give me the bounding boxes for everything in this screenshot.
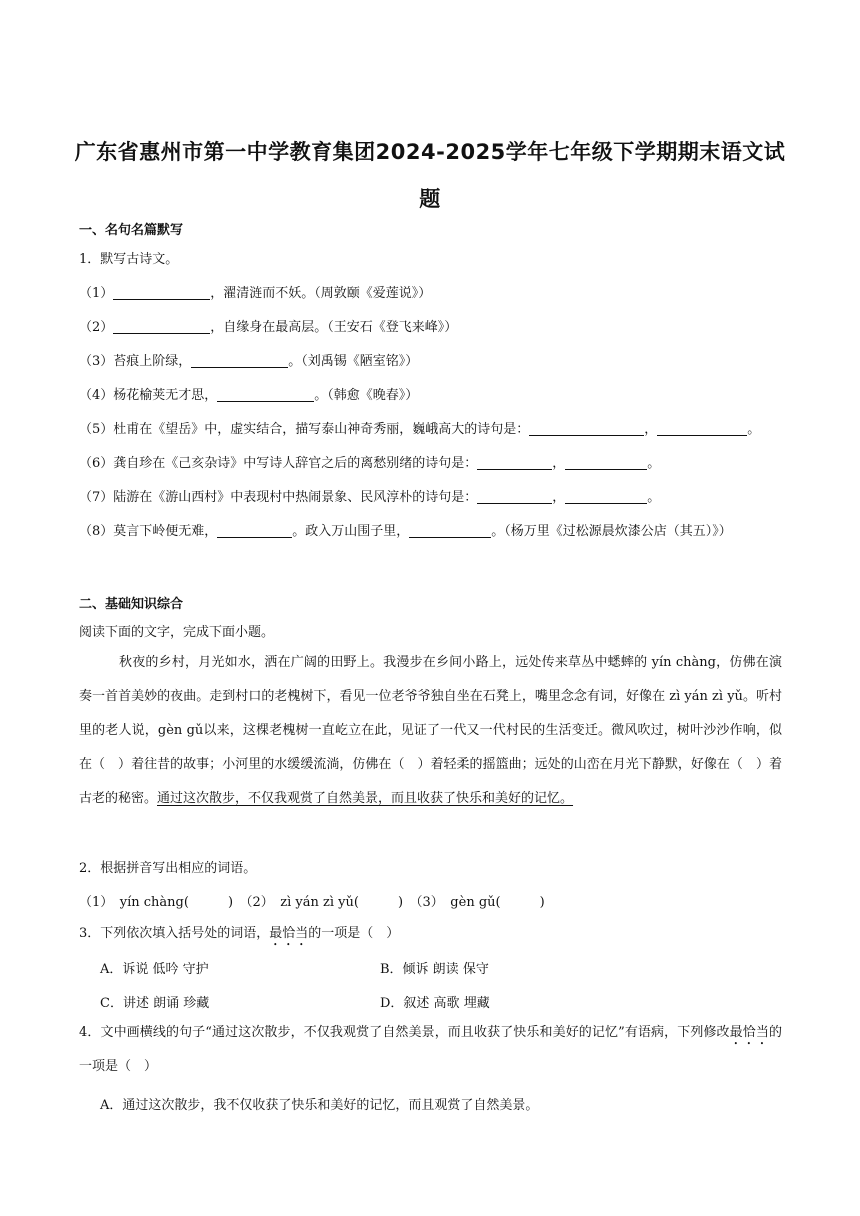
section-heading-2: 二、基础知识综合	[79, 597, 184, 612]
answer-blank[interactable]	[657, 421, 747, 436]
emphasis-text: 最恰当	[269, 926, 309, 941]
question-3: 3．下列依次填入括号处的词语，最恰当的一项是（ ）	[79, 926, 400, 941]
answer-blank[interactable]	[477, 489, 552, 504]
q1-item-5: （5）杜甫在《望岳》中，虚实结合，描写泰山神奇秀丽，巍峨高大的诗句是： ， 。	[79, 422, 761, 437]
q3-option-b[interactable]: B．倾诉 朗读 保守	[380, 962, 489, 977]
q1-item-7: （7）陆游在《游山西村》中表现村中热闹景象、民风淳朴的诗句是： ， 。	[79, 490, 661, 505]
question-4: 4．文中画横线的句子“通过这次散步，不仅我观赏了自然美景，而且收获了快乐和美好的记忆”有语病，下列修改最恰当的一项是（ ）	[79, 1025, 782, 1074]
passage-text: 秋夜的乡村，月光如水，洒在广阔的田野上。我漫步在乡间小路上，远处传来草丛中蟋蟀的 yín chàng，仿佛在演奏一首首美妙的夜曲。走到村口的老槐树下，看见一位老爷爷独自坐在石凳上，嘴里念念有词，好像在 zì yán zì yǔ。听村里的老人说，gèn gǔ以来，这棵老槐树一直屹立在此，见证了一代又一代村民的生活变迁。微风吹过，树叶沙沙作响，似在（ ）着往昔的故事；小河里的水缓缓流淌，仿佛在（ ）着轻柔的摇篮曲；远处的山峦在月光下静默，好像在（ ）着古老的秘密。	[79, 655, 782, 806]
q1-item-3: （3）苔痕上阶绿， 。（刘禹锡《陋室铭》）	[79, 354, 419, 369]
answer-blank[interactable]	[409, 523, 491, 538]
answer-blank[interactable]	[217, 523, 292, 538]
answer-blank[interactable]	[565, 455, 647, 470]
emphasis-text: 最恰当	[729, 1025, 769, 1040]
answer-blank[interactable]	[113, 285, 210, 300]
section-heading-1: 一、名句名篇默写	[79, 223, 184, 238]
q3-option-c[interactable]: C．讲述 朗诵 珍藏	[100, 996, 210, 1011]
q1-item-8: （8）莫言下岭便无难， 。政入万山围子里， 。（杨万里《过松源晨炊漆公店（其五）》）	[79, 524, 732, 539]
q3-option-d[interactable]: D．叙述 高歌 埋藏	[380, 996, 490, 1011]
q2-items: （1） yín chàng( ) （2） zì yán zì yǔ( ) （3） gèn gǔ( )	[79, 895, 545, 910]
answer-blank[interactable]	[113, 319, 210, 334]
underlined-sentence: 通过这次散步，不仅我观赏了自然美景，而且收获了快乐和美好的记忆。	[157, 791, 574, 806]
answer-blank[interactable]	[217, 387, 314, 402]
q3-option-a[interactable]: A．诉说 低吟 守护	[100, 962, 209, 977]
q1-item-4: （4）杨花榆荚无才思， 。（韩愈《晚春》）	[79, 388, 419, 403]
q1-item-1: （1） ，濯清涟而不妖。（周敦颐《爱莲说》）	[79, 286, 432, 301]
q1-item-2: （2） ，自缘身在最高层。（王安石《登飞来峰》）	[79, 320, 458, 335]
reading-passage	[79, 646, 782, 816]
reading-instruction: 阅读下面的文字，完成下面小题。	[79, 625, 275, 640]
doc-title-line1: 广东省惠州市第一中学教育集团2024-2025学年七年级下学期期末语文试	[74, 140, 786, 164]
answer-blank[interactable]	[191, 353, 288, 368]
answer-blank[interactable]	[565, 489, 647, 504]
q4-option-a[interactable]: A．通过这次散步，我不仅收获了快乐和美好的记忆，而且观赏了自然美景。	[100, 1098, 539, 1113]
q1-item-6: （6）龚自珍在《己亥杂诗》中写诗人辞官之后的离愁别绪的诗句是： ， 。	[79, 456, 661, 471]
answer-blank[interactable]	[529, 421, 644, 436]
doc-title-line2: 题	[419, 187, 441, 211]
answer-blank[interactable]	[477, 455, 552, 470]
question-2: 2．根据拼音写出相应的词语。	[79, 861, 257, 876]
question-1: 1．默写古诗文。	[79, 252, 179, 267]
